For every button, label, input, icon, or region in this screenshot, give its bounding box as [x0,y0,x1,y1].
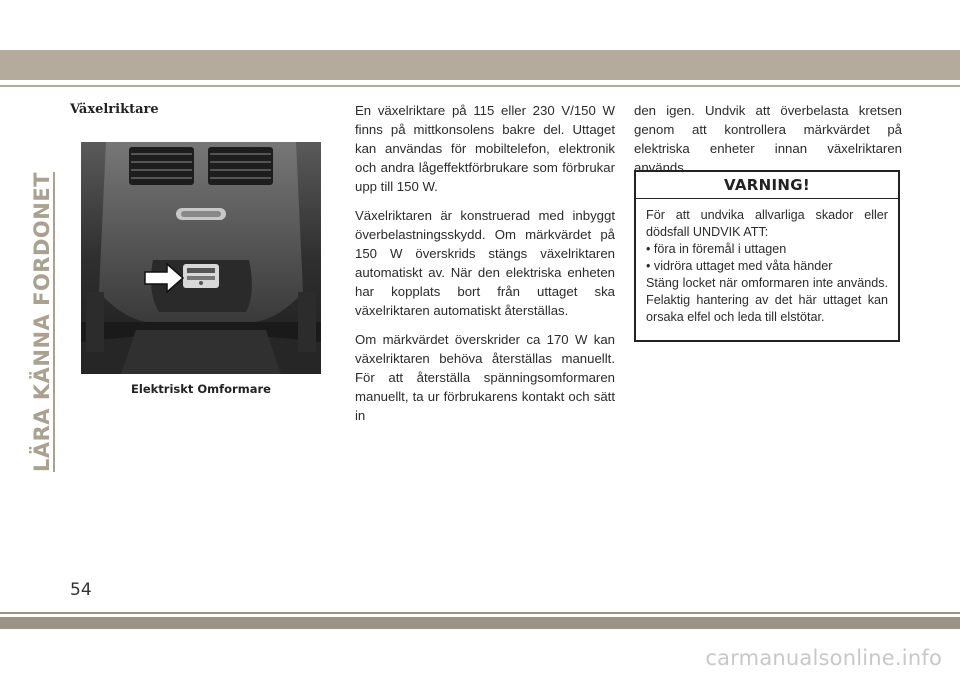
warning-box [634,170,900,342]
warning-closing: Stäng locket när omformaren inte används. Felaktig hantering av det här uttaget kan orsaka elfel och leda till elstötar. [646,276,888,324]
warning-intro: För att undvika allvarliga skador eller dödsfall UNDVIK ATT: [646,208,888,239]
bottom-divider-line [0,612,960,614]
chapter-side-title: LÄRA KÄNNA FORDONET [30,171,54,473]
warning-bullet: • vidröra uttaget med våta händer [646,259,833,273]
body-paragraph: Växelriktaren är konstruerad med inbyggt överbelastningsskydd. Om märkvärdet på 150 W överskrids stängs växelriktaren automatiskt av. När den elektriska enheten har kopplats bort från uttaget ska växelriktaren automatiskt återställas. [355,208,615,318]
bottom-decorative-band [0,617,960,629]
top-decorative-band [0,50,960,80]
section-heading: Växelriktare [70,102,159,117]
top-divider-line [0,85,960,87]
body-paragraph: Om märkvärdet överskrider ca 170 W kan växelriktaren behöva återställas manuellt. För att återställa spänningsomformaren manuellt, ta ur förbrukarens kontakt och sätt in [355,332,615,423]
power-inverter-photo [81,142,321,374]
body-paragraph: En växelriktare på 115 eller 230 V/150 W finns på mittkonsolens bakre del. Uttaget kan användas för mobiltelefon, elektronik och andra lågeffektförbrukare som förbrukar upp till 150 W. [355,103,615,194]
figure-caption: Elektriskt Omformare [131,382,271,396]
site-watermark: carmanualsonline.info [705,646,942,670]
inverter-illustration [81,142,321,374]
body-paragraph-continuation: den igen. Undvik att överbelasta kretsen genom att kontrollera märkvärdet på elektriska enheter innan växelriktaren används. [634,103,902,175]
warning-title: VARNING! [636,172,898,199]
warning-body [636,199,898,326]
page-number: 54 [70,580,92,600]
warning-bullet: • föra in föremål i uttagen [646,242,787,256]
body-column-middle [355,101,615,435]
